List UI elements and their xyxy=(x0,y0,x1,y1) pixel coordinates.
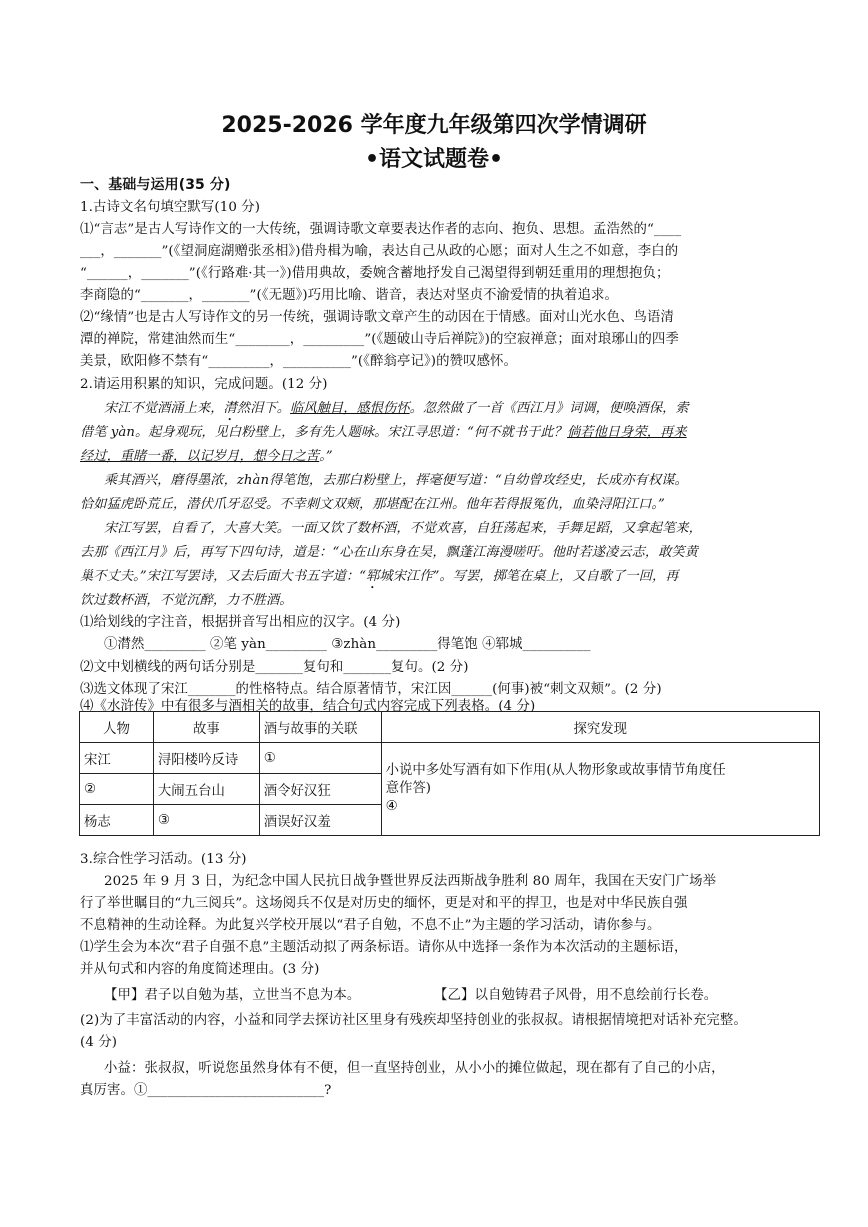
q1-text: 美景，欧阳修不禁有“_________，__________”(《醉翁亭记》)的赞叹感怀。 xyxy=(80,354,518,369)
q3-subquestion: (2)为了丰富活动的内容，小益和同学去探访社区里身有残疾却坚持创业的张叔叔。请根据情境把对话补充完整。 xyxy=(80,1013,747,1028)
passage-line: 恰如猛虎卧荒丘，潜伏爪牙忍受。不幸刺文双颊，那堪配在江州。他年若得报冤仇，血染浔阳江口。” xyxy=(80,497,665,512)
table-header-cell: 故事 xyxy=(153,712,259,743)
passage-line xyxy=(80,424,820,442)
water-margin-table xyxy=(79,711,820,836)
q3-subquestion: ⑴学生会为本次“君子自强不息”主题活动拟了两条标语。请你从中选择一条作为本次活动的主题标语， xyxy=(80,940,688,955)
q2-subquestion: ⑴给划线的字注音，根据拼音写出相应的汉字。(4 分) xyxy=(80,615,401,630)
table-header-cell: 人物 xyxy=(80,712,154,743)
q3-text: 2025 年 9 月 3 日，为纪念中国人民抗日战争暨世界反法西斯战争胜利 80 周年，我国在天安门广场举 xyxy=(104,874,717,889)
findings-answer-mark: ④ xyxy=(385,799,398,814)
passage-text: 城宋江作”。写罢，掷笔在桌上，又自歌了一回，再 xyxy=(379,569,679,584)
passage-text: 巢不丈夫。”宋江写罢诗，又去后面大书五字道：“ xyxy=(80,569,367,584)
table-cell: ① xyxy=(259,743,381,774)
slogan-a: 【甲】君子以自勉为基，立世当不息为本。 xyxy=(104,988,361,1003)
q1-text: “______，_______”(《行路难·其一》)借用典故，委婉含蓄地抒发自己渴望得到朝廷重用的理想抱负； xyxy=(80,266,670,281)
q2-subquestion: ⑶选文体现了宋江_______的性格特点。结合原著情节，宋江因______(何事)被“刺文双颊”。(2 分) xyxy=(80,682,662,697)
q1-heading: 1.古诗文名句填空默写(10 分) xyxy=(80,200,261,215)
exam-title: 2025-2026 学年度九年级第四次学情调研 xyxy=(221,113,647,138)
table-cell: 大闹五台山 xyxy=(153,774,259,805)
passage-line: 去那《西江月》后，再写下四句诗，道是：“心在山东身在吴，飘蓬江海漫嗟吁。他时若遂凌云志，敢笑黄 xyxy=(80,545,699,560)
dialog-line: 真厉害。①__________________________? xyxy=(80,1083,332,1098)
q1-text: ___，_______”(《望洞庭湖赠张丞相》)借舟楫为喻，表达自己从政的心愿；面对人生之不如意，李白的 xyxy=(80,244,679,259)
passage-line xyxy=(80,568,820,592)
passage-text: 宋江不觉酒涌上来， xyxy=(104,401,224,416)
exam-subtitle: •语文试题卷• xyxy=(364,147,504,172)
table-header-cell: 探究发现 xyxy=(381,712,819,743)
passage-text: 借笔 yàn。起身观玩，见白粉壁上，多有先人题咏。宋江寻思道：“何不就书于此？ xyxy=(80,425,568,440)
table-cell: 酒令好汉狂 xyxy=(259,774,381,805)
table-row xyxy=(80,743,820,774)
q2-heading: 2.请运用积累的知识，完成问题。(12 分) xyxy=(80,377,328,392)
table-cell: 杨志 xyxy=(80,805,154,836)
underlined-sentence: 倘若他日身荣，再来 xyxy=(567,425,687,440)
underlined-sentence: 临风触目，感恨伤怀 xyxy=(290,401,410,416)
q3-subquestion: (4 分) xyxy=(80,1035,118,1050)
table-header-cell: 酒与故事的关联 xyxy=(259,712,381,743)
findings-cell xyxy=(381,743,819,836)
q1-text: 李商隐的“_______，_______”(《无题》)巧用比喻、谐音，表达对坚贞不渝爱情的执着追求。 xyxy=(80,288,618,303)
table-cell: ② xyxy=(80,774,154,805)
table-cell: 宋江 xyxy=(80,743,154,774)
table-cell: 酒误好汉羞 xyxy=(259,805,381,836)
slogan-b: 【乙】以自勉铸君子风骨，用不息绘前行长卷。 xyxy=(434,988,718,1003)
passage-text: 然泪下。 xyxy=(236,401,291,416)
q3-heading: 3.综合性学习活动。(13 分) xyxy=(80,852,247,867)
marked-char: 郓 xyxy=(366,569,380,584)
marked-char: 潸 xyxy=(223,401,237,416)
q3-text: 不息精神的生动诠释。为此复兴学校开展以“君子自勉，不息不止”为主题的学习活动，请你参与。 xyxy=(80,918,661,933)
q1-text: 潭的禅院，常建油然而生“________，_________”(《题破山寺后禅院》)的空寂禅意；面对琅琊山的四季 xyxy=(80,332,679,347)
q1-text: ⑵“缘情”也是古人写诗作文的另一传统，强调诗歌文章产生的动因在于情感。面对山光水色、鸟语清 xyxy=(80,310,674,325)
passage-line: 宋江写罢，自看了，大喜大笑。一面又饮了数杯酒，不觉欢喜，自狂荡起来，手舞足蹈，又拿起笔来， xyxy=(104,521,702,536)
passage-line: 乘其酒兴，磨得墨浓，zhàn得笔饱，去那白粉壁上，挥毫便写道：“自幼曾攻经史，长成亦有权谋。 xyxy=(104,473,688,488)
q3-text: 行了举世瞩目的“九三阅兵”。这场阅兵不仅是对历史的缅怀，更是对和平的捍卫，也是对中华民族自强 xyxy=(80,896,688,911)
passage-text: 。忽然做了一首《西江月》词调，便唤酒保，索 xyxy=(409,401,689,416)
passage-text: 。” xyxy=(319,449,333,464)
table-cell: ③ xyxy=(153,805,259,836)
section-heading: 一、基础与运用(35 分) xyxy=(80,177,231,193)
q1-text: ⑴“言志”是古人写诗作文的一大传统，强调诗歌文章要表达作者的志向、抱负、思想。孟浩然的“____ xyxy=(80,222,682,237)
table-header-row xyxy=(80,712,820,743)
table-cell: 浔阳楼吟反诗 xyxy=(153,743,259,774)
passage-line xyxy=(80,448,820,466)
q2-subquestion: ⑵文中划横线的两句话分别是_______复句和_______复句。(2 分) xyxy=(80,660,469,675)
underlined-sentence: 经过，重睹一番，以记岁月，想今日之苦 xyxy=(80,449,320,464)
q2-subquestion: ⑷《水浒传》中有很多与酒相关的故事，结合句式内容完成下列表格。(4 分) xyxy=(80,699,536,714)
findings-text: 小说中多处写酒有如下作用(从人物形象或故事情节角度任 xyxy=(385,763,726,778)
q3-subquestion: 并从句式和内容的角度简述理由。(3 分) xyxy=(80,962,320,977)
findings-text: 意作答) xyxy=(385,781,432,796)
q2-subquestion-items: ①潸然_________ ②笔 yàn_________ ③zhàn_________得笔饱 ④郓城__________ xyxy=(104,637,591,652)
passage-line: 饮过数杯酒，不觉沉醉，力不胜酒。 xyxy=(80,593,293,608)
passage-line xyxy=(104,400,844,424)
dialog-line: 小益：张叔叔，听说您虽然身体有不便，但一直坚持创业，从小小的摊位做起，现在都有了自己的小店， xyxy=(104,1061,725,1076)
